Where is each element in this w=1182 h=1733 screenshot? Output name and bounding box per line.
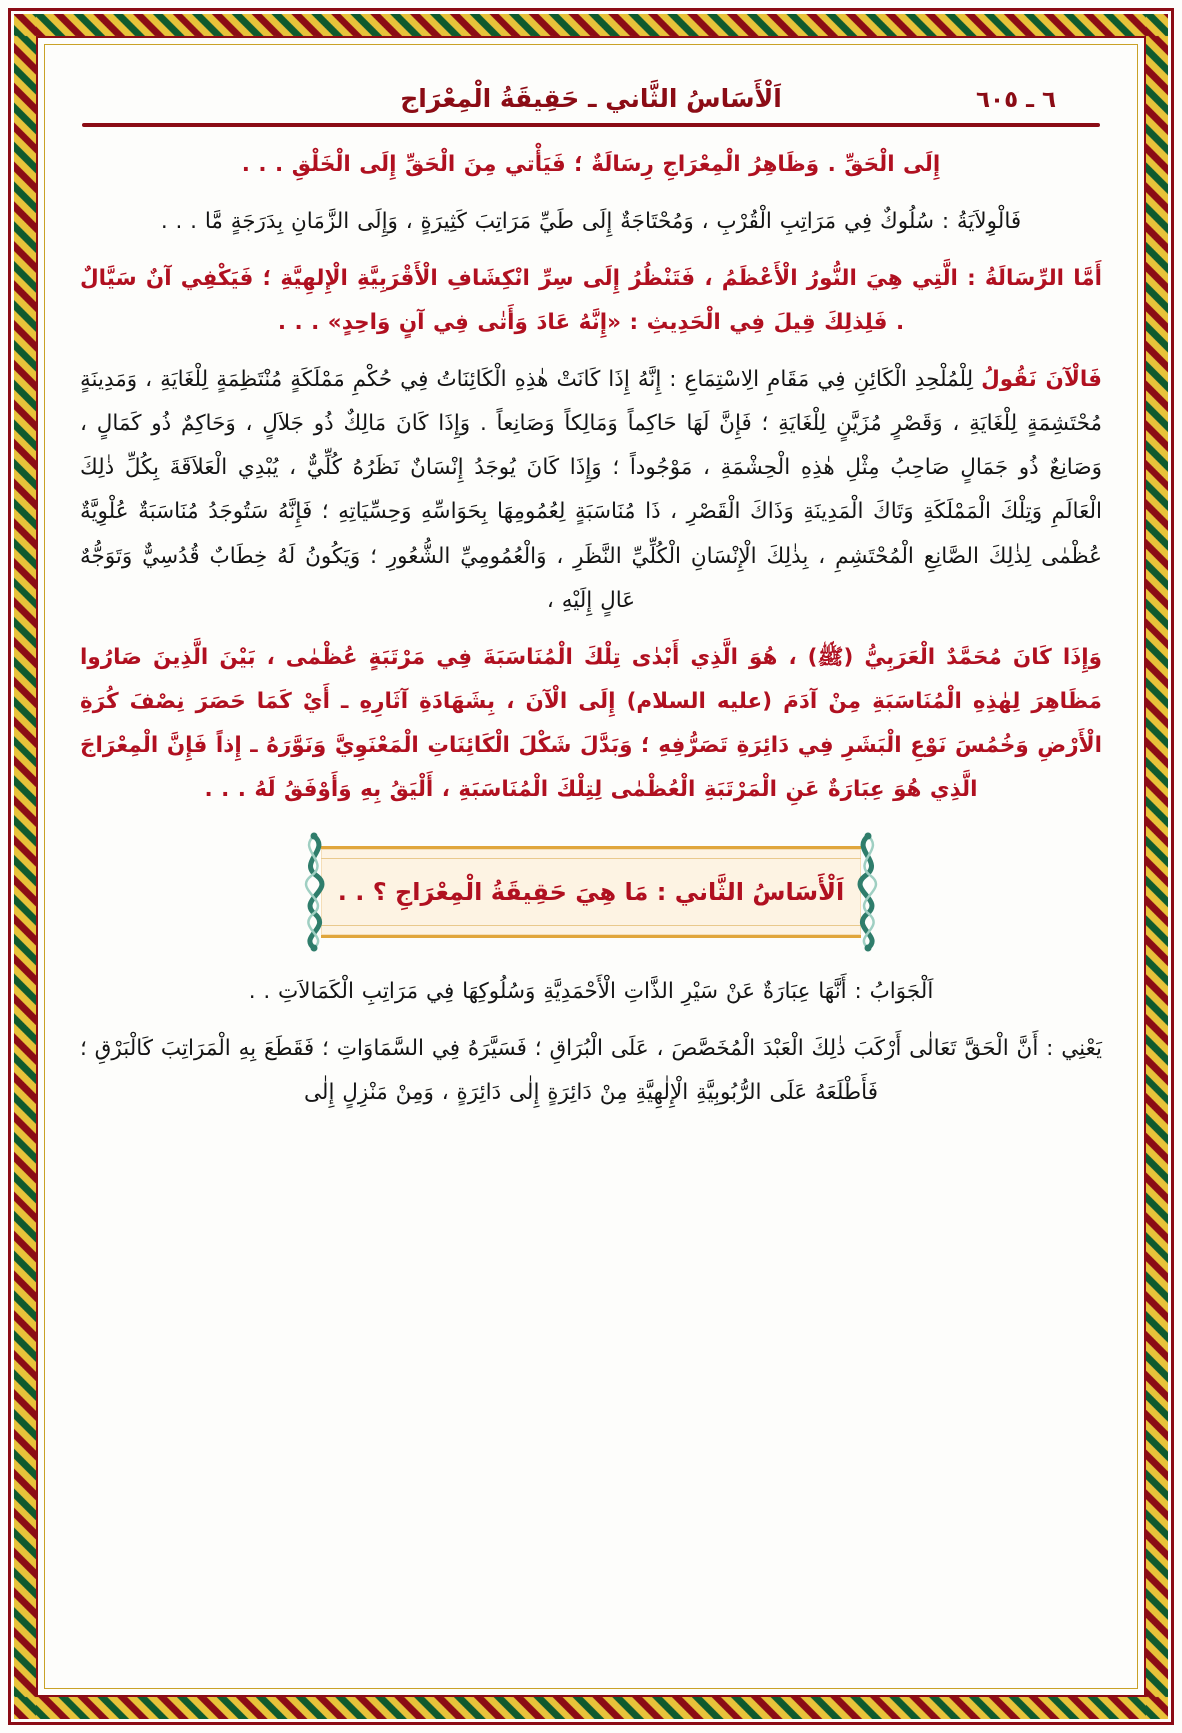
bottom-paragraph-2: يَعْنِي : أَنَّ الْحَقَّ تَعَالٰى أَرْكَبَ ذٰلِكَ الْعَبْدَ الْمُخَصَّصَ ، عَلَى الْبُرَاقِ ؛ فَسَيَّرَهُ فِي السَّمَاوَاتِ ؛ فَقَطَعَ بِهِ الْمَرَاتِبَ كَالْبَرْقِ ؛ فَأَطْلَعَهُ عَلَى الرُّبُوبِيَّةِ الْإِلٰهِيَّةِ مِنْ دَائِرَةٍ إِلٰى دَائِرَةٍ ، وَمِنْ مَنْزِلٍ إِلٰى — [80, 1035, 1102, 1105]
ornament-inner-frame — [321, 858, 861, 926]
vine-ornament-left-icon — [291, 832, 337, 952]
section-heading-ornament — [291, 832, 891, 952]
section-heading-text: اَلْأَسَاسُ الثَّاني : مَا هِيَ حَقِيقَةُ الْمِعْرَاجِ ؟ . . — [337, 877, 845, 906]
header-divider — [82, 123, 1100, 127]
vine-ornament-right-icon — [845, 832, 891, 952]
paragraph-1: إِلَى الْحَقِّ . وَظَاهِرُ الْمِعْرَاجِ رِسَالَةٌ ؛ فَيَأْتي مِنَ الْحَقِّ إِلَى الْخَلْقِ . . . — [241, 152, 941, 177]
page-content — [62, 62, 1120, 1677]
answer-block — [80, 970, 1102, 1115]
paragraph-2: فَالْوِلاَيَةُ : سُلُوكٌ فِي مَرَاتِبِ الْقُرْبِ ، وَمُحْتَاجَةٌ إِلَى طَيِّ مَرَاتِبَ كَثِيرَةٍ ، وَإِلَى الزَّمَانِ بِدَرَجَةٍ مَّا . . . — [160, 209, 1022, 235]
page-header — [80, 74, 1102, 115]
bottom-paragraph-1: اَلْجَوَابُ : أَنَّهَا عِبَارَةٌ عَنْ سَيْرِ الذَّاتِ الْأَحْمَدِيَّةِ وَسُلُوكِهَا فِي مَرَاتِبِ الْكَمَالاَتِ . . — [248, 978, 934, 1004]
page-title: اَلْأَسَاسُ الثَّاني ـ حَقِيقَةُ الْمِعْرَاج — [400, 84, 782, 113]
paragraph-3: أَمَّا الرِّسَالَةُ : الَّتِي هِيَ النُّورُ الْأَعْظَمُ ، فَتَنْظُرُ إِلَى سِرِّ انْكِشَافِ الْأَقْرَبِيَّةِ الْإِلهِيَّةِ ؛ فَيَكْفِي آنٌ سَيَّالٌ . فَلِذلِكَ قِيلَ فِي الْحَدِيثِ : «إِنَّهُ عَادَ وَأَتٰى فِي آنٍ وَاحِدٍ» . . . — [80, 266, 1102, 336]
paragraph-4-lead: فَالْآنَ نَقُولُ — [981, 367, 1102, 393]
paragraph-5: وَإِذَا كَانَ مُحَمَّدٌ الْعَرَبِيُّ (ﷺ) ، هُوَ الَّذِي أَبْدٰى تِلْكَ الْمُنَاسَبَةَ فِي مَرْتَبَةٍ عُظْمٰى ، بَيْنَ الَّذِينَ صَارُوا مَظَاهِرَ لِهٰذِهِ الْمُنَاسَبَةِ مِنْ آدَمَ (عليه السلام) إِلَى الْآنَ ، بِشَهَادَةِ آثَارِهِ ـ أَيْ كَمَا حَصَرَ نِصْفَ كُرَةِ الْأَرْضِ وَخُمُسَ نَوْعِ الْبَشَرِ فِي دَائِرَةِ تَصَرُّفِهِ ؛ وَبَدَّلَ شَكْلَ الْكَائِنَاتِ الْمَعْنَوِيَّ وَنَوَّرَهُ ـ إِذاً فَإِنَّ الْمِعْرَاجَ الَّذِي هُوَ عِبَارَةٌ عَنِ الْمَرْتَبَةِ الْعُظْمٰى لِتِلْكَ الْمُنَاسَبَةِ ، أَلْيَقُ بِهِ وَأَوْفَقُ لَهُ . . . — [80, 644, 1102, 802]
page-number: ٦ ـ ٦٠٥ — [976, 87, 1057, 113]
paragraph-4 — [80, 358, 1102, 622]
paragraph-4-body: لِلْمُلْحِدِ الْكَائِنِ فِي مَقَامِ الِاسْتِمَاعِ : إِنَّهُ إِذَا كَانَتْ هٰذِهِ الْكَائِنَاتُ فِي حُكْمِ مَمْلَكَةٍ مُنْتَظِمَةٍ لِلْغَايَةِ ، وَمَدِينَةٍ مُحْتَشِمَةٍ لِلْغَايَةِ ، وَقَصْرٍ مُزَيَّنٍ لِلْغَايَةِ ؛ فَإِنَّ لَهَا حَاكِماً وَمَالِكاً وَصَانِعاً . وَإِذَا كَانَ مَالِكٌ ذُو جَلاَلٍ ، وَحَاكِمٌ ذُو كَمَالٍ ، وَصَانِعٌ ذُو جَمَالٍ صَاحِبُ مِثْلِ هٰذِهِ الْحِشْمَةِ ، مَوْجُوداً ؛ وَإِذَا كَانَ يُوجَدُ إِنْسَانٌ نَظَرُهُ كُلِّيٌّ ، يُبْدِي الْعَلاَقَةَ بِكُلِّ ذٰلِكَ الْعَالَمِ وَتِلْكَ الْمَمْلَكَةِ وَتَاكَ الْمَدِينَةِ وَذَاكَ الْقَصْرِ ، ذَا مُنَاسَبَةٍ لِعُمُومِهَا بِحَوَاسِّهِ وَحِسِّيَاتِهِ ؛ فَإِنَّهُ سَتُوجَدُ مُنَاسَبَةٌ عُلْوِيَّةٌ عُظْمٰى لِذٰلِكَ الصَّانِعِ الْمُحْتَشِمِ ، بِذٰلِكَ الْإِنْسَانِ الْكُلِّيِّ النَّظَرِ ، وَالْعُمُومِيِّ الشُّعُورِ ؛ وَيَكُونُ لَهُ خِطَابٌ قُدُسِيٌّ وَتَوَجُّهٌ عَالٍ إِلَيْهِ ، — [80, 367, 1102, 613]
